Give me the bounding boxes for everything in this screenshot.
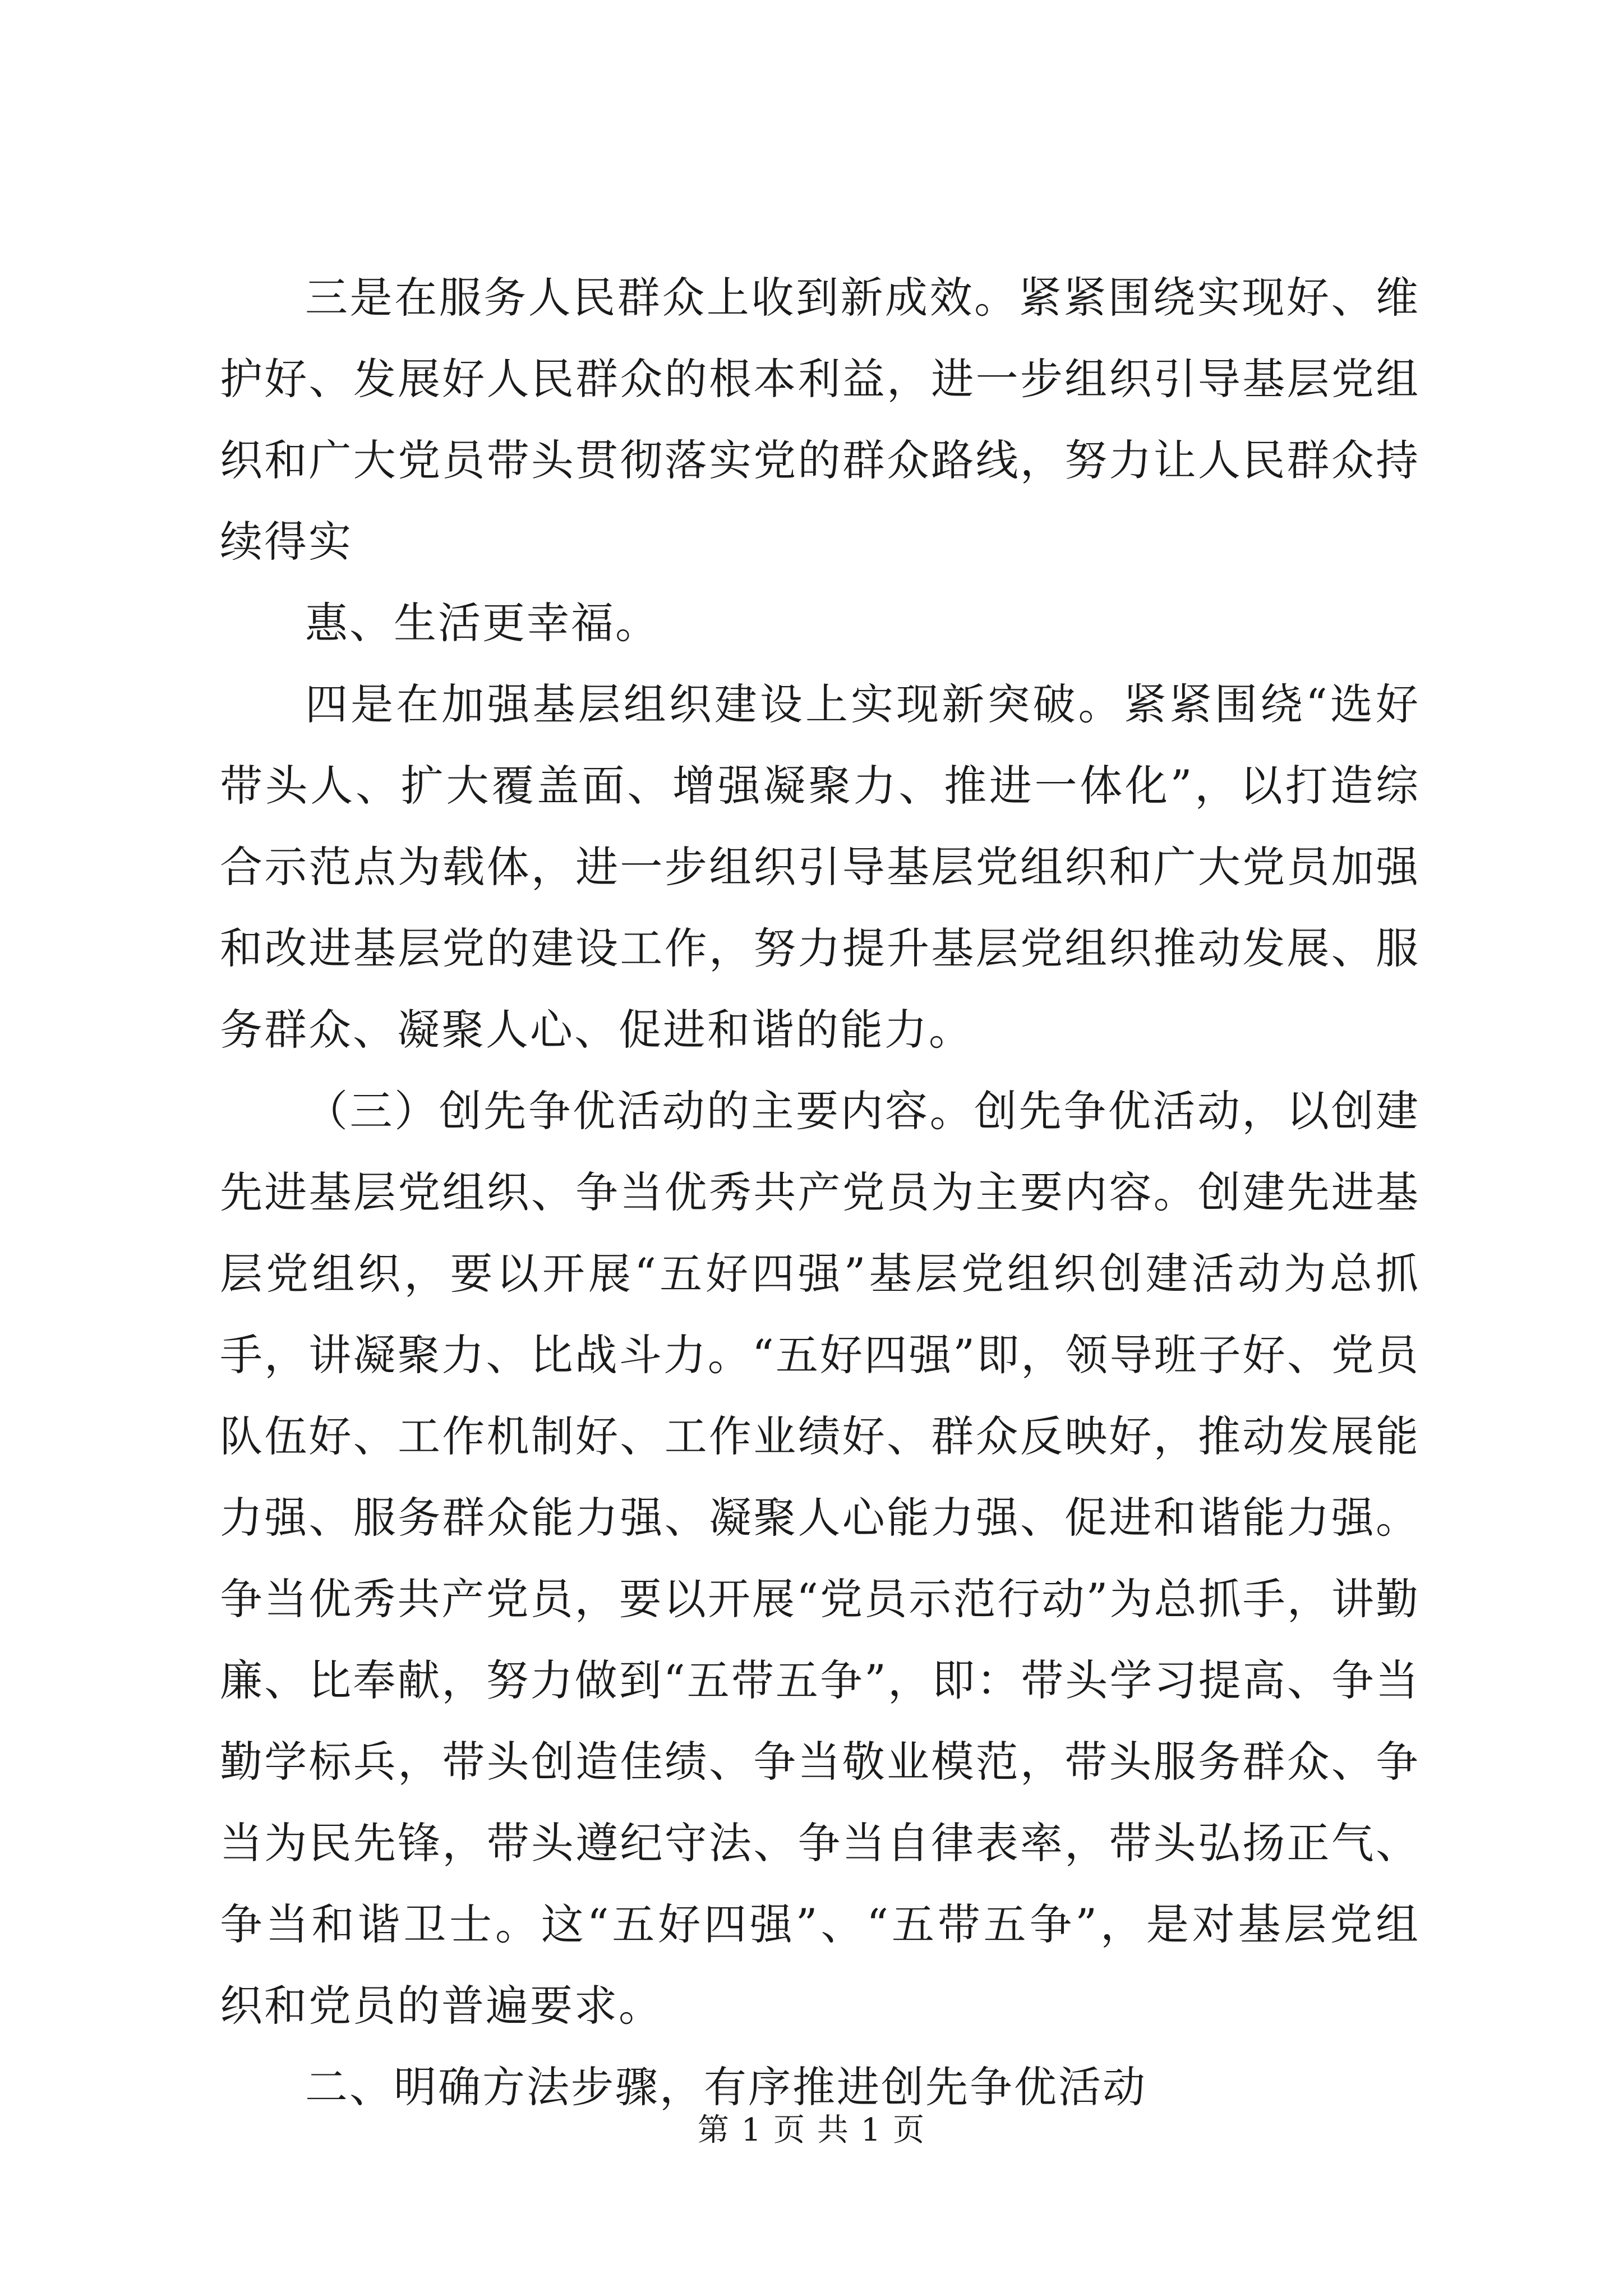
section-heading-methods: 二、明确方法步骤，有序推进创先争优活动 (305, 2062, 1147, 2112)
paragraph-organization-building: 四是在加强基层组织建设上实现新突破。紧紧围绕“选好带头人、扩大覆盖面、增强凝聚力、推进一体化”，以打造综合示范点为载体，进一步组织引导基层党组织和广大党员加强和改进基层党的建设工作，努力提升基层党组织推动发展、服务群众、凝聚人心、促进和谐的能力。 (220, 679, 1420, 1055)
paragraph-continuation: 惠、生活更幸福。 (305, 598, 660, 648)
document-body (220, 257, 1420, 2128)
page-number-label: 第 1 页 共 1 页 (697, 2112, 926, 2148)
page-footer (0, 2111, 1623, 2150)
paragraph-service-people: 三是在服务人民群众上收到新成效。紧紧围绕实现好、维护好、发展好人民群众的根本利益，进一步组织引导基层党组织和广大党员带头贯彻落实党的群众路线，努力让人民群众持续得实 (220, 273, 1420, 567)
paragraph-main-content: （三）创先争优活动的主要内容。创先争优活动，以创建先进基层党组织、争当优秀共产党员为主要内容。创建先进基层党组织，要以开展“五好四强”基层党组织创建活动为总抓手，讲凝聚力、比战斗力。“五好四强”即，领导班子好、党员队伍好、工作机制好、工作业绩好、群众反映好，推动发展能力强、服务群众能力强、凝聚人心能力强、促进和谐能力强。争当优秀共产党员，要以开展“党员示范行动”为总抓手，讲勤廉、比奉献，努力做到“五带五争”，即：带头学习提高、争当勤学标兵，带头创造佳绩、争当敬业模范，带头服务群众、争当为民先锋，带头遵纪守法、争当自律表率，带头弘扬正气、争当和谐卫士。这“五好四强”、“五带五争”，是对基层党组织和党员的普遍要求。 (220, 1086, 1420, 2031)
